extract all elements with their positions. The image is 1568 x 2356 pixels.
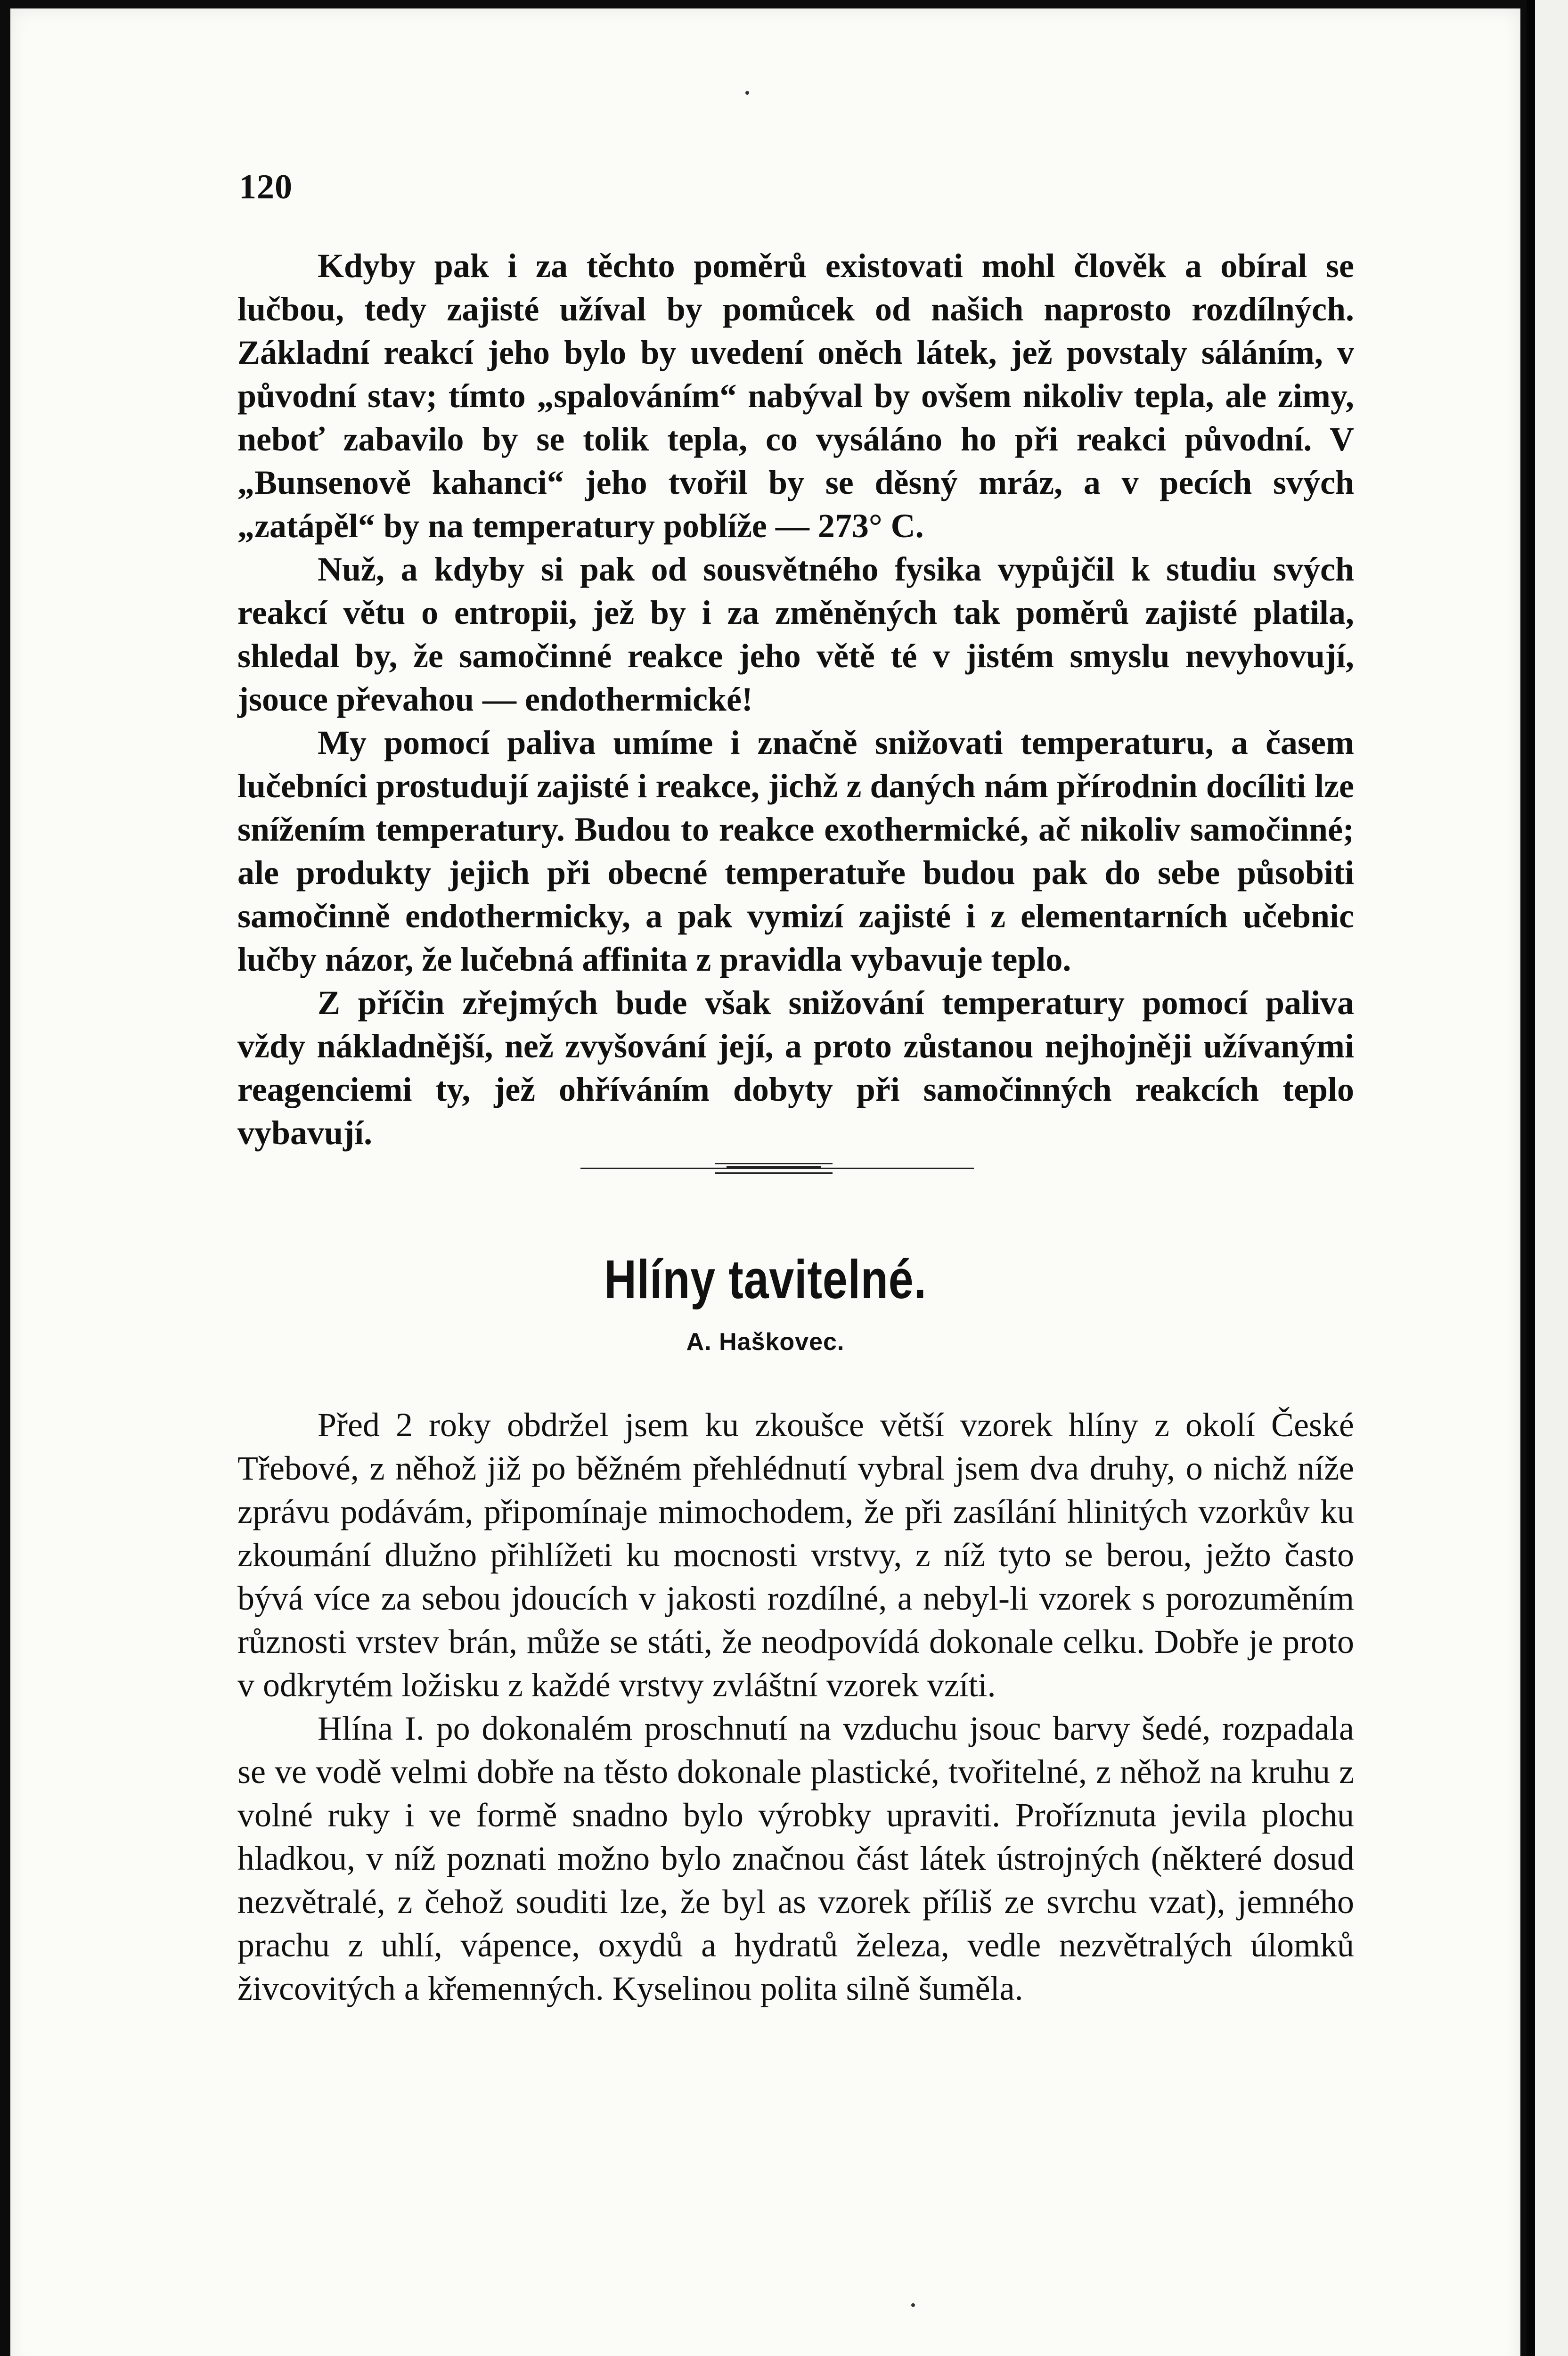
paragraph-hypothetical-chemist: Kdyby pak i za těchto poměrů existovati mohl člověk a obíral se lučbou, tedy zajisté užíval by pomůcek od našich naprosto rozdílných. Základní reakcí jeho bylo by uvedení oněch látek, jež povstaly sáláním, v původní stav; tímto „spalováním“ nabýval by ovšem nikoliv tepla, ale zimy, neboť zabavilo by se tolik tepla, co vysáláno ho při reakci původní. V „Bunsenově kahanci“ jeho tvořil by se děsný mráz, a v pecích svých „zatápěl“ by na temperatury poblíže — 273° C.: [237, 247, 1354, 545]
scan-edge-strip: [1527, 0, 1568, 2356]
article-body: [237, 1403, 1354, 2010]
article-title: Hlíny tavitelné.: [604, 1249, 927, 1310]
paragraph-entropy: Nuž, a kdyby si pak od sousvětného fysika vypůjčil k studiu svých reakcí větu o entropii, jež by i za změněných tak poměrů zajisté platila, shledal by, že samočinné reakce jeho větě té v jistém smyslu nevyhovují, jsouce převahou — endothermické!: [237, 550, 1354, 718]
paragraph-fuel-temperature: My pomocí paliva umíme i značně snižovati temperaturu, a časem lučebníci prostudují zajisté i reakce, jichž z daných nám přírodnin docíliti lze snížením temperatury. Budou to reakce exothermické, ač nikoliv samočinné; ale produkty jejich při obecné temperatuře budou pak do sebe působiti samočinně endothermicky, a pak vymizí zajisté i z elementarních učebnic lučby názor, že lučebná affinita z pravidla vybavuje teplo.: [237, 724, 1354, 978]
previous-article-text: [237, 244, 1354, 1154]
scan-speck: [911, 2303, 915, 2307]
scan-speck: [745, 91, 749, 95]
section-separator: [580, 1161, 974, 1177]
document-page: [10, 8, 1520, 2356]
paragraph-clay-one: Hlína I. po dokonalém proschnutí na vzduchu jsouc barvy šedé, rozpadala se ve vodě velmi dobře na těsto dokonale plastické, tvořitelné, z něhož na kruhu z volné ruky i ve formě snadno bylo výrobky upraviti. Proříznuta jevila plochu hladkou, v níž poznati možno bylo značnou část látek ústrojných (některé dosud nezvětralé, z čehož souditi lze, že byl as vzorek příliš ze svrchu vzat), jemného prachu z uhlí, vápence, oxydů a hydratů železa, vedle nezvětralých úlomků živcovitých a křemenných. Kyselinou polita silně šuměla.: [237, 1710, 1354, 2007]
paragraph-reagents: Z příčin zřejmých bude však snižování temperatury pomocí paliva vždy nákladnější, než zvyšování její, a proto zůstanou nejhojněji užívanými reagenciemi ty, jež ohříváním dobyty při samočinných reakcích teplo vybavují.: [237, 984, 1354, 1152]
page-number: 120: [239, 168, 293, 206]
article-author: A. Haškovec.: [686, 1328, 845, 1356]
paragraph-clay-sample: Před 2 roky obdržel jsem ku zkoušce větší vzorek hlíny z okolí České Třebové, z něhož již po běžném přehlédnutí vybral jsem dva druhy, o nichž níže zprávu podávám, připomínaje mimochodem, že při zasílání hlinitých vzorkův ku zkoumání dlužno přihlížeti ku mocnosti vrstvy, z níž tyto se berou, ježto často bývá více za sebou jdoucích v jakosti rozdílné, a nebyl-li vzorek s porozuměním různosti vrstev brán, může se státi, že neodpovídá dokonale celku. Dobře je proto v odkrytém ložisku z každé vrstvy zvláštní vzorek vzíti.: [237, 1406, 1354, 1704]
